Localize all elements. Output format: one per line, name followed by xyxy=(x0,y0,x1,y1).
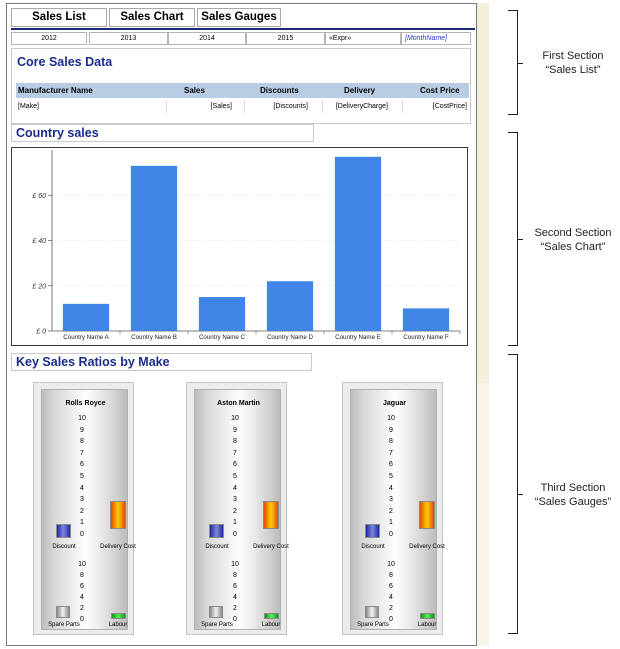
gauge-panel xyxy=(342,382,443,635)
core-sales-section xyxy=(11,48,471,124)
gauge-scale-label: 8 xyxy=(389,572,393,579)
chart-x-tick-label: Country Name E xyxy=(335,334,381,341)
gauge-scale-label: 4 xyxy=(389,594,393,601)
gauge-scale-label: 9 xyxy=(80,426,84,434)
gauge-scale-label: 1 xyxy=(80,519,84,527)
spare-parts-indicator xyxy=(365,606,379,618)
chart-bar xyxy=(131,166,177,331)
gauge-scale-label: 0 xyxy=(80,616,84,623)
core-sales-header-row xyxy=(16,83,469,98)
delivery-cost-indicator xyxy=(110,501,126,529)
gauge-face xyxy=(350,389,445,630)
annotation-line: Third Section xyxy=(540,482,606,494)
annotation-first-section xyxy=(527,49,619,77)
expr-field: «Expr» xyxy=(325,32,401,45)
chart-bar xyxy=(199,297,245,331)
gauge-scale-label: 0 xyxy=(80,531,84,538)
header-discounts: Discounts xyxy=(260,86,299,95)
gauge-scale-label: 10 xyxy=(231,415,239,422)
gauge-scale-label: 4 xyxy=(233,484,237,492)
gauge-make-title: Rolls Royce xyxy=(65,400,106,407)
labour-indicator xyxy=(264,613,279,619)
chart-y-tick-label: £ 20 xyxy=(32,283,46,291)
gauge-scale-label: 7 xyxy=(233,449,237,457)
column-divider xyxy=(322,100,323,113)
year-header-2013: 2013 xyxy=(89,32,168,45)
chart-bar xyxy=(403,308,449,331)
gauge-face xyxy=(194,389,289,630)
column-divider xyxy=(244,100,245,113)
gauge-scale-label: 0 xyxy=(233,531,237,538)
gauge-scale-label: 2 xyxy=(389,507,393,515)
year-header-2014: 2014 xyxy=(168,32,246,45)
tab-sales-list[interactable]: Sales List xyxy=(11,8,107,27)
country-sales-title: Country sales xyxy=(11,124,314,142)
annotation-third-section xyxy=(527,481,619,509)
annotation-line: First Section xyxy=(542,50,604,62)
discount-indicator xyxy=(56,524,71,538)
gauge-scale-label: 2 xyxy=(389,605,393,612)
gauge-label-discount: Discount xyxy=(52,544,76,550)
gauge-scale-label: 2 xyxy=(80,605,84,612)
gauge-make-title: Jaguar xyxy=(383,400,406,407)
gauge-scale-label: 4 xyxy=(80,594,84,601)
gauge-face xyxy=(41,389,136,630)
gauge-scale-label: 8 xyxy=(80,572,84,579)
gauge-scale-label: 10 xyxy=(78,415,86,422)
annotation-line: “Sales Chart” xyxy=(540,241,606,253)
chart-x-tick-label: Country Name A xyxy=(63,334,109,341)
gauge-scale-label: 3 xyxy=(233,496,237,504)
tab-sales-chart[interactable]: Sales Chart xyxy=(109,8,195,27)
report-canvas xyxy=(6,3,477,646)
cell-cost-price: [CostPrice] xyxy=(432,103,467,110)
header-sales: Sales xyxy=(184,86,205,95)
chart-x-tick-label: Country Name D xyxy=(266,334,314,341)
gauge-scale-label: 9 xyxy=(389,426,393,434)
chart-x-tick-label: Country Name C xyxy=(198,334,246,341)
cell-delivery-charge: [DeliveryCharge] xyxy=(335,103,388,110)
gauge-scale-label: 8 xyxy=(80,438,84,446)
annotation-line: “Sales Gauges” xyxy=(534,496,612,508)
gauge-panel xyxy=(186,382,287,635)
gauge-scale-label: 8 xyxy=(233,572,237,579)
cell-make: [Make] xyxy=(18,103,40,110)
gauge-scale-label: 5 xyxy=(80,473,84,480)
gauge-scale-label: 6 xyxy=(80,583,84,590)
gauge-scale-label: 8 xyxy=(389,438,393,446)
margin-strip xyxy=(477,3,489,383)
gauge-scale-label: 7 xyxy=(389,449,393,457)
key-ratios-title: Key Sales Ratios by Make xyxy=(11,353,312,371)
gauge-scale-label: 6 xyxy=(389,461,393,469)
chart-x-tick-label: Country Name F xyxy=(403,334,449,341)
gauge-scale-label: 1 xyxy=(389,519,393,527)
gauge-scale-label: 5 xyxy=(233,473,237,480)
gauge-scale-label: 10 xyxy=(387,561,395,568)
gauge-scale-label: 10 xyxy=(231,561,239,568)
gauge-label-spare-parts: Spare Parts xyxy=(201,622,233,628)
gauge-label-delivery: Delivery Cost xyxy=(100,544,136,550)
month-name-field: [MonthName] xyxy=(401,32,471,45)
delivery-cost-indicator xyxy=(419,501,435,529)
gauge-scale-label: 4 xyxy=(80,484,84,492)
column-divider xyxy=(402,100,403,113)
gauge-scale-label: 10 xyxy=(78,561,86,568)
gauge-scale-label: 4 xyxy=(233,594,237,601)
tab-bar-divider xyxy=(11,28,475,30)
gauge-label-delivery: Delivery Cost xyxy=(409,544,445,550)
gauge-scale-label: 7 xyxy=(80,449,84,457)
gauge-scale-label: 6 xyxy=(389,583,393,590)
year-header-2012: 2012 xyxy=(11,32,87,45)
gauge-scale-label: 6 xyxy=(233,583,237,590)
gauge-label-labour: Labour xyxy=(108,622,128,628)
discount-indicator xyxy=(365,524,380,538)
section-bracket-second xyxy=(508,132,518,346)
gauge-label-labour: Labour xyxy=(417,622,437,628)
header-cost-price: Cost Price xyxy=(420,86,460,95)
labour-indicator xyxy=(111,613,126,619)
chart-y-tick-label: £ 0 xyxy=(36,328,46,336)
chart-bar xyxy=(335,157,381,331)
gauge-scale-label: 9 xyxy=(233,426,237,434)
gauge-make-title: Aston Martin xyxy=(217,400,260,407)
gauge-scale-label: 5 xyxy=(389,473,393,480)
gauge-scale-label: 6 xyxy=(233,461,237,469)
chart-y-tick-label: £ 60 xyxy=(32,192,46,200)
gauge-label-discount: Discount xyxy=(361,544,385,550)
gauge-scale-label: 3 xyxy=(80,496,84,504)
spare-parts-indicator xyxy=(56,606,70,618)
gauge-label-delivery: Delivery Cost xyxy=(253,544,289,550)
chart-x-tick-label: Country Name B xyxy=(131,334,177,341)
chart-bar xyxy=(63,304,109,331)
gauge-scale-label: 2 xyxy=(233,507,237,515)
gauge-scale-label: 8 xyxy=(233,438,237,446)
annotation-line: “Sales List” xyxy=(545,64,601,76)
header-manufacturer: Manufacturer Name xyxy=(18,86,93,95)
labour-indicator xyxy=(420,613,435,619)
gauge-scale-label: 3 xyxy=(389,496,393,504)
annotation-line: Second Section xyxy=(534,227,612,239)
gauge-scale-label: 0 xyxy=(389,531,393,538)
chart-canvas xyxy=(12,148,469,347)
cell-sales: [Sales] xyxy=(210,103,232,110)
delivery-cost-indicator xyxy=(263,501,279,529)
gauge-scale-label: 6 xyxy=(80,461,84,469)
section-bracket-first xyxy=(508,10,518,115)
gauge-scale-label: 2 xyxy=(80,507,84,515)
gauge-scale-label: 10 xyxy=(387,415,395,422)
gauge-scale-label: 1 xyxy=(233,519,237,527)
gauge-label-spare-parts: Spare Parts xyxy=(48,622,80,628)
gauge-label-spare-parts: Spare Parts xyxy=(357,622,389,628)
margin-strip xyxy=(477,383,489,646)
gauge-scale-label: 0 xyxy=(233,616,237,623)
column-divider xyxy=(166,100,167,113)
core-sales-title: Core Sales Data xyxy=(17,55,113,69)
section-bracket-third xyxy=(508,354,518,634)
chart-y-tick-label: £ 40 xyxy=(32,238,46,245)
spare-parts-indicator xyxy=(209,606,223,618)
year-header-2015: 2015 xyxy=(246,32,325,45)
country-sales-chart xyxy=(11,147,468,346)
gauge-scale-label: 4 xyxy=(389,484,393,492)
gauge-scale-label: 2 xyxy=(233,605,237,612)
annotation-second-section xyxy=(527,226,619,254)
header-delivery: Delivery xyxy=(344,86,376,95)
gauge-label-labour: Labour xyxy=(261,622,281,628)
chart-bar xyxy=(267,281,313,331)
discount-indicator xyxy=(209,524,224,538)
gauge-label-discount: Discount xyxy=(205,544,229,550)
cell-discounts: [Discounts] xyxy=(273,103,308,110)
gauge-scale-label: 0 xyxy=(389,616,393,623)
gauge-panel xyxy=(33,382,134,635)
tab-sales-gauges[interactable]: Sales Gauges xyxy=(197,8,281,27)
